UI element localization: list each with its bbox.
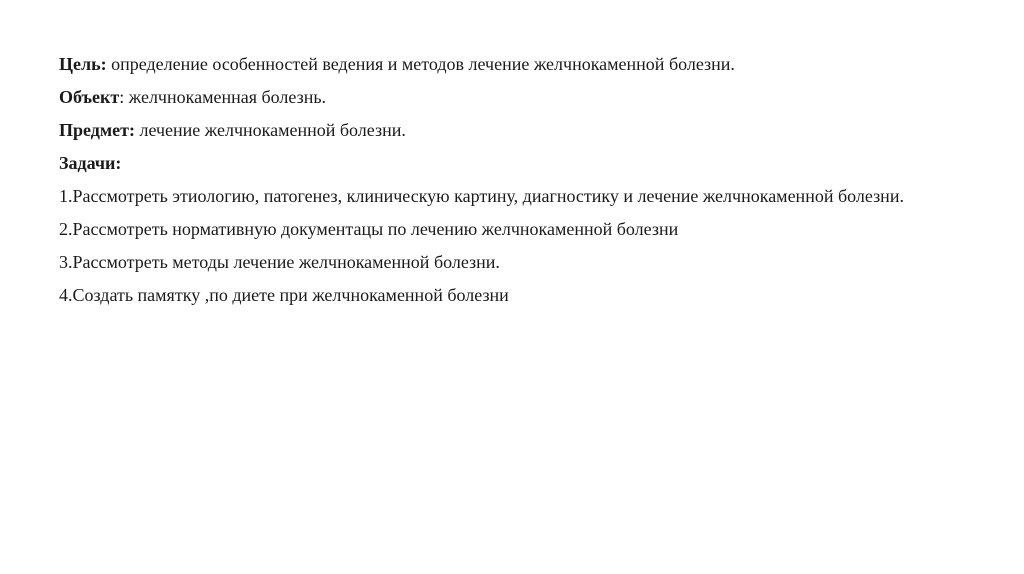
goal-paragraph bbox=[59, 54, 959, 74]
task-item-3: 3.Рассмотреть методы лечение желчнокаменной болезни. bbox=[59, 252, 500, 272]
goal-label: Цель: bbox=[59, 54, 107, 74]
goal-text: определение особенностей ведения и методов лечение желчнокаменной болезни. bbox=[106, 54, 735, 74]
task-item-2: 2.Рассмотреть нормативную документацы по лечению желчнокаменной болезни bbox=[59, 219, 679, 239]
slide-content bbox=[59, 54, 959, 318]
object-text: : желчнокаменная болезнь. bbox=[119, 87, 327, 107]
object-label: Объект bbox=[59, 87, 120, 107]
task-item-4: 4.Создать памятку ,по диете при желчнокаменной болезни bbox=[59, 285, 509, 305]
subject-text: лечение желчнокаменной болезни. bbox=[134, 120, 406, 140]
subject-label: Предмет: bbox=[59, 120, 135, 140]
subject-paragraph bbox=[59, 120, 959, 140]
object-paragraph bbox=[59, 87, 959, 107]
task-item-1: 1.Рассмотреть этиологию, патогенез, клиническую картину, диагностику и лечение желчнокаменной болезни. bbox=[59, 186, 904, 206]
tasks-heading: Задачи: bbox=[59, 153, 122, 173]
